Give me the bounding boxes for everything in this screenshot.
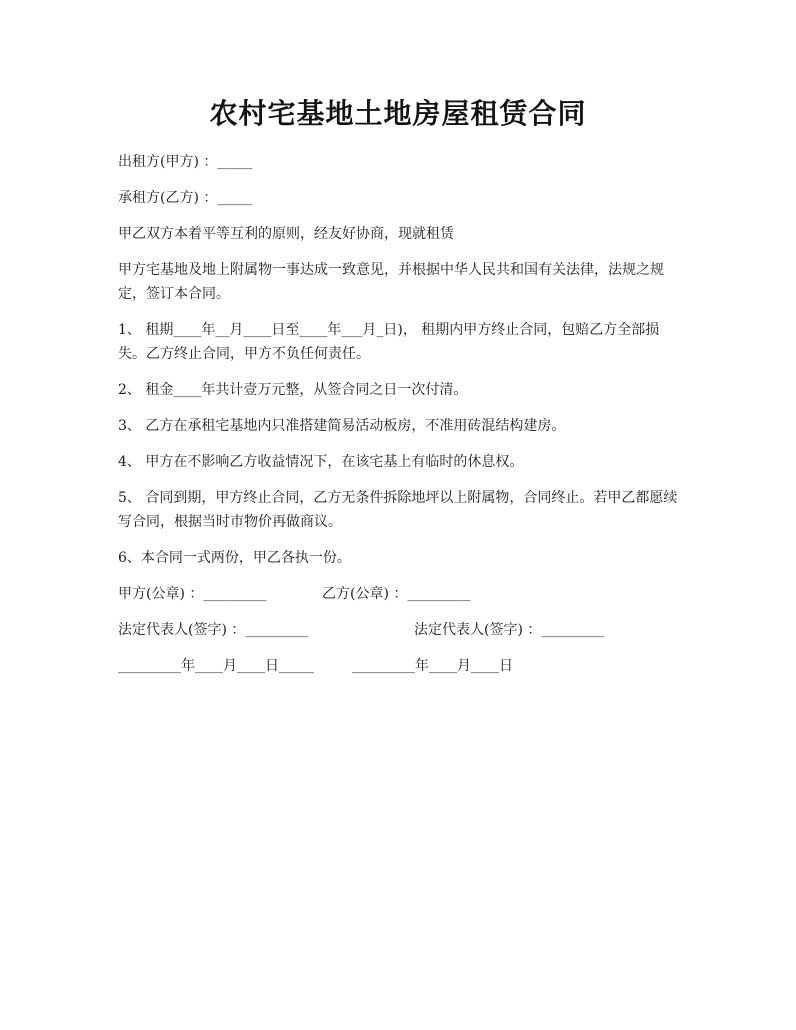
intro-paragraph-2: 甲方宅基地及地上附属物一事达成一致意见，并根据中华人民共和国有关法律，法规之规定，签订本合同。: [118, 262, 664, 302]
seal-row: [118, 582, 684, 606]
representative-row: [118, 618, 684, 642]
party-a-date: _________年____月____日_____: [118, 658, 314, 674]
date-row: [118, 654, 684, 678]
party-a-seal: 甲方(公章) ：_________: [118, 586, 267, 602]
clause-1: 1、 租期____年__月____日至____年___月_日)， 租期内甲方终止合同，包赔乙方全部损失。乙方终止合同，甲方不负任何责任。: [118, 322, 660, 362]
intro-paragraph-1: 甲乙双方本着平等互利的原则，经友好协商，现就租赁: [118, 226, 454, 242]
party-b-seal: 乙方(公章) ：_________: [322, 586, 471, 602]
lessee-line: 承租方(乙方) ：_____: [118, 190, 253, 206]
clause-3: 3、 乙方在承租宅基地内只准搭建简易活动板房，不准用砖混结构建房。: [118, 418, 566, 434]
party-b-date: _________年____月____日: [352, 658, 513, 674]
document-title: 农村宅基地土地房屋租赁合同: [209, 97, 587, 130]
party-b-representative: 法定代表人(签字) ：_________: [414, 622, 605, 638]
document-body: [118, 150, 684, 690]
clause-4: 4、 甲方在不影响乙方收益情况下，在该宅基上有临时的休息权。: [118, 454, 524, 470]
clause-2: 2、 租金____年共计壹万元整，从签合同之日一次付清。: [118, 382, 468, 398]
party-a-representative: 法定代表人(签字) ：_________: [118, 622, 309, 638]
clause-5: 5、 合同到期，甲方终止合同，乙方无条件拆除地坪以上附属物，合同终止。若甲乙都愿续写合同，根据当时市物价再做商议。: [118, 490, 678, 530]
clause-6: 6、本合同一式两份，甲乙各执一份。: [118, 550, 351, 566]
lessor-line: 出租方(甲方) ：_____: [118, 154, 253, 170]
